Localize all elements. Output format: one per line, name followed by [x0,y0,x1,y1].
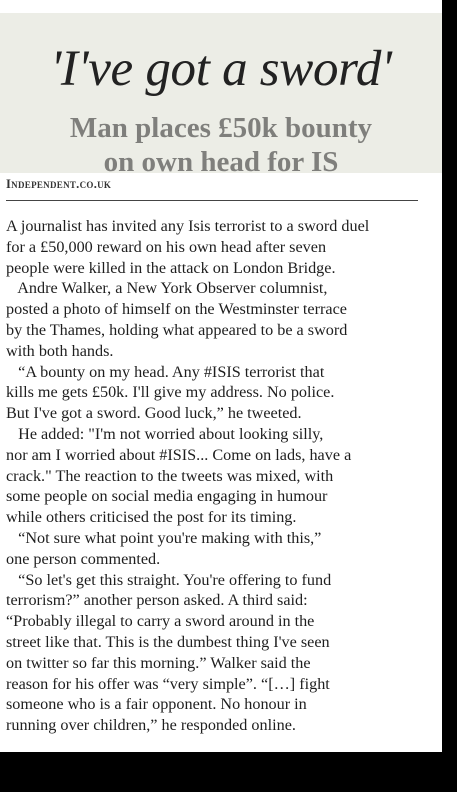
headline-panel [0,13,442,178]
body-line: Andre Walker, a New York Observer columnist, [6,279,328,298]
subheadline-line-2: on own head for IS [103,146,339,178]
body-line: one person commented. [6,549,161,568]
body-line: on twitter so far this morning.” Walker said the [6,653,311,672]
body-line: “So let's get this straight. You're offering to fund [6,570,332,589]
source-credit: Independent.co.uk [6,177,112,191]
body-line: He added: "I'm not worried about looking silly, [6,424,324,443]
body-line: someone who is a fair opponent. No honour in [6,695,307,714]
body-line: “Probably illegal to carry a sword around in the [6,612,315,631]
body-line: A journalist has invited any Isis terrorist to a sword duel [6,217,370,235]
body-line: street like that. This is the dumbest thing I've seen [6,632,330,651]
body-line: for a £50,000 reward on his own head after seven [6,237,327,256]
body-line: some people on social media engaging in humour [6,487,328,506]
bottom-black-bar [0,752,457,792]
body-line: while others criticised the post for its timing. [6,508,297,527]
body-line: “Not sure what point you're making with this,” [6,528,322,547]
body-line: people were killed in the attack on London Bridge. [6,258,336,277]
body-line: reason for his offer was “very simple”. “[…] fight [6,674,330,693]
body-line: posted a photo of himself on the Westminster terrace [6,300,347,319]
divider-rule [6,200,418,201]
body-line: nor am I worried about #ISIS... Come on lads, have a [6,445,352,464]
body-line: running over children,” he responded online. [6,716,296,735]
subheadline [0,111,442,179]
body-line: by the Thames, holding what appeared to be a sword [6,320,348,339]
body-line: kills me gets £50k. I'll give my address. No police. [6,383,335,402]
body-line: terrorism?” another person asked. A third said: [6,591,308,610]
subheadline-line-1: Man places £50k bounty [69,112,373,144]
body-line: “A bounty on my head. Any #ISIS terrorist that [6,362,325,381]
article-body [6,216,430,736]
body-line: crack." The reaction to the tweets was mixed, with [6,466,334,485]
body-line: But I've got a sword. Good luck,” he tweeted. [6,404,302,423]
headline: 'I've got a sword' [50,41,392,97]
body-line: with both hands. [6,341,114,360]
